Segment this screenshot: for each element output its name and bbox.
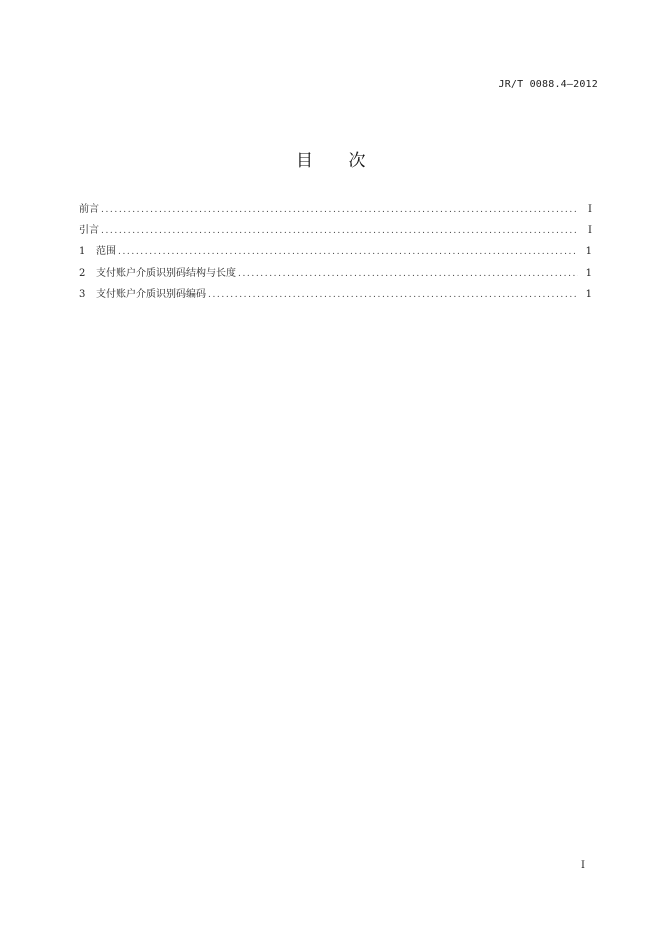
toc-entry-foreword[interactable] — [79, 199, 592, 220]
toc-entry-text: 范围 — [96, 246, 116, 258]
toc-leader-dots — [118, 242, 578, 262]
toc-entry-page: 1 — [585, 288, 592, 300]
toc-entry-number: 1 — [79, 246, 86, 258]
toc-entry-scope[interactable] — [79, 241, 592, 262]
toc-entry-page: I — [588, 204, 592, 215]
toc-leader-dots — [101, 200, 578, 220]
page-number: I — [581, 860, 585, 871]
toc-entry-number: 3 — [79, 288, 86, 300]
toc-entry-encoding[interactable] — [79, 284, 592, 305]
toc-entry-page: 1 — [585, 246, 592, 258]
toc-entry-number: 2 — [79, 267, 86, 279]
toc-entry-text: 支付账户介质识别码结构与长度 — [96, 267, 236, 279]
toc-entry-page: 1 — [585, 267, 592, 279]
toc-entry-structure-and-length[interactable] — [79, 263, 592, 284]
toc-leader-dots — [238, 264, 578, 284]
page-title: 目 次 — [296, 151, 366, 171]
toc-entry-text: 前言 — [79, 204, 99, 215]
toc-entry-introduction[interactable] — [79, 220, 592, 241]
toc-leader-dots — [101, 221, 578, 241]
standard-code: JR/T 0088.4—2012 — [498, 79, 598, 90]
toc-entry-text: 支付账户介质识别码编码 — [96, 288, 206, 300]
toc-leader-dots — [208, 285, 578, 305]
toc-entry-page: I — [588, 225, 592, 237]
table-of-contents — [79, 199, 592, 305]
toc-entry-text: 引言 — [79, 225, 99, 237]
